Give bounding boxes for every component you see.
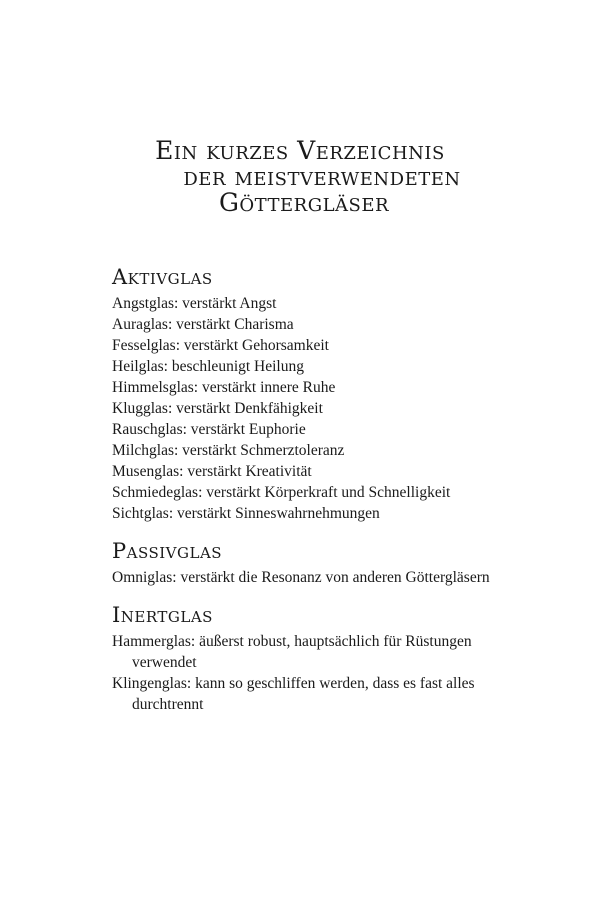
- list-item: Heilglas: beschleunigt Heilung: [112, 358, 304, 375]
- list-item: Angstglas: verstärkt Angst: [112, 295, 277, 312]
- list-item: Omniglas: verstärkt die Resonanz von anderen Göttergläsern: [112, 569, 490, 586]
- list-item: Auraglas: verstärkt Charisma: [112, 316, 294, 333]
- section-aktivglas: [112, 264, 532, 524]
- glass-index: [112, 264, 532, 715]
- list-item: Schmiedeglas: verstärkt Körperkraft und Schnelligkeit: [112, 484, 451, 501]
- list-item: Klugglas: verstärkt Denkfähigkeit: [112, 400, 323, 417]
- list-item: Hammerglas: äußerst robust, hauptsächlich für Rüstungen verwendet: [112, 633, 472, 671]
- section-heading: Passivglas: [112, 539, 223, 563]
- title-line-3: Göttergläser: [218, 188, 390, 217]
- list-item: Fesselglas: verstärkt Gehorsamkeit: [112, 337, 329, 354]
- list-item: Klingenglas: kann so geschliffen werden, dass es fast alles durchtrennt: [112, 675, 475, 713]
- list-item: Sichtglas: verstärkt Sinneswahrnehmungen: [112, 505, 380, 522]
- title-line-1: Ein kurzes Verzeichnis: [155, 136, 445, 165]
- list-item: Musenglas: verstärkt Kreativität: [112, 463, 312, 480]
- list-item: Milchglas: verstärkt Schmerztoleranz: [112, 442, 345, 459]
- section-heading: Aktivglas: [112, 265, 213, 289]
- title-line-2: der meistverwendeten: [183, 162, 461, 191]
- list-item: Himmelsglas: verstärkt innere Ruhe: [112, 379, 336, 396]
- section-heading: Inertglas: [112, 603, 213, 627]
- section-passivglas: [112, 538, 532, 588]
- section-inertglas: [112, 602, 532, 715]
- list-item: Rauschglas: verstärkt Euphorie: [112, 421, 306, 438]
- page-title: [0, 138, 600, 216]
